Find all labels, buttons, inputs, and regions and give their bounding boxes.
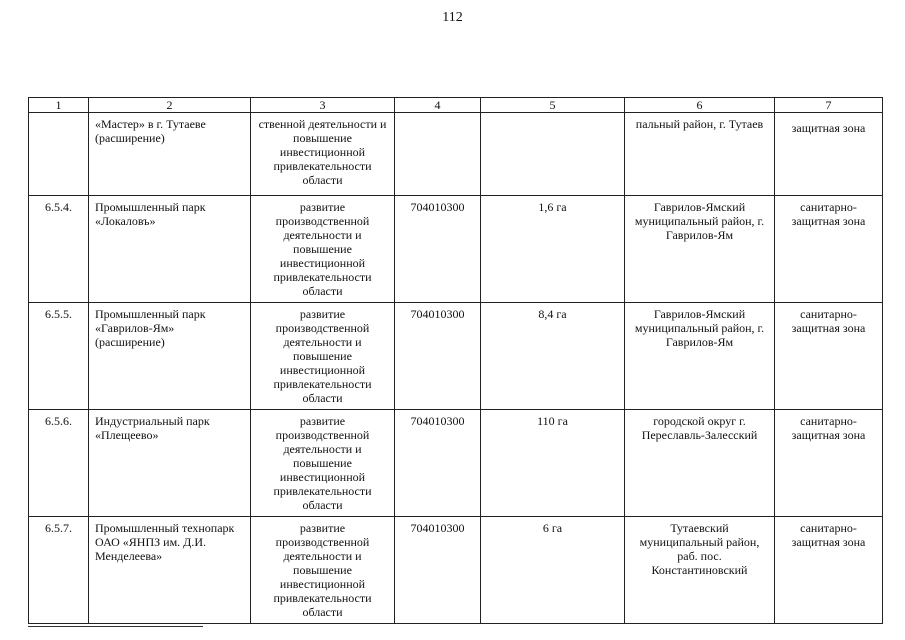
column-number-row [29, 98, 883, 113]
column-number: 7 [775, 98, 883, 113]
cell-area: 8,4 га [481, 303, 625, 410]
cell-zone: защитная зона [775, 113, 883, 196]
column-number: 3 [251, 98, 395, 113]
cell-zone: санитарно-защитная зона [775, 517, 883, 624]
cell-purpose: развитие производственной деятельности и повышение инвестиционной привлекательности области [251, 303, 395, 410]
cell-zone: санитарно-защитная зона [775, 196, 883, 303]
cell-location: Гаврилов-Ямский муниципальный район, г. Гаврилов-Ям [625, 196, 775, 303]
cell-purpose: развитие производственной деятельности и повышение инвестиционной привлекательности области [251, 410, 395, 517]
table-row [29, 196, 883, 303]
cell-number: 6.5.4. [29, 196, 89, 303]
column-number: 4 [395, 98, 481, 113]
cell-object-name: Промышленный технопарк ОАО «ЯНПЗ им. Д.И. Менделеева» [89, 517, 251, 624]
cell-location: Гаврилов-Ямский муниципальный район, г. Гаврилов-Ям [625, 303, 775, 410]
cell-object-name: Промышленный парк «Локаловъ» [89, 196, 251, 303]
footnote-separator [28, 626, 203, 627]
table-row [29, 113, 883, 196]
column-number: 2 [89, 98, 251, 113]
cell-code: 704010300 [395, 196, 481, 303]
cell-purpose: ственной деятельности и повышение инвестиционной привлекательности области [251, 113, 395, 196]
cell-number: 6.5.7. [29, 517, 89, 624]
table-row [29, 303, 883, 410]
cell-location: Тутаевский муниципальный район, раб. пос. Константиновский [625, 517, 775, 624]
cell-zone: санитарно-защитная зона [775, 410, 883, 517]
cell-code: 704010300 [395, 410, 481, 517]
cell-purpose: развитие производственной деятельности и повышение инвестиционной привлекательности области [251, 517, 395, 624]
cell-number: 6.5.5. [29, 303, 89, 410]
cell-zone: санитарно-защитная зона [775, 303, 883, 410]
column-number: 6 [625, 98, 775, 113]
document-table-wrap [28, 97, 883, 624]
cell-object-name: Индустриальный парк «Плещеево» [89, 410, 251, 517]
cell-area [481, 113, 625, 196]
cell-purpose: развитие производственной деятельности и повышение инвестиционной привлекательности области [251, 196, 395, 303]
cell-code: 704010300 [395, 517, 481, 624]
cell-object-name: «Мастер» в г. Тутаеве (расширение) [89, 113, 251, 196]
cell-location: пальный район, г. Тутаев [625, 113, 775, 196]
cell-code: 704010300 [395, 303, 481, 410]
cell-code [395, 113, 481, 196]
cell-number: 6.5.6. [29, 410, 89, 517]
cell-area: 110 га [481, 410, 625, 517]
territories-table [28, 97, 883, 624]
cell-number [29, 113, 89, 196]
page-number: 112 [442, 10, 463, 25]
table-row [29, 410, 883, 517]
cell-object-name: Промышленный парк «Гаврилов-Ям» (расширение) [89, 303, 251, 410]
table-row [29, 517, 883, 624]
cell-area: 6 га [481, 517, 625, 624]
column-number: 5 [481, 98, 625, 113]
cell-area: 1,6 га [481, 196, 625, 303]
cell-location: городской округ г. Переславль-Залесский [625, 410, 775, 517]
column-number: 1 [29, 98, 89, 113]
